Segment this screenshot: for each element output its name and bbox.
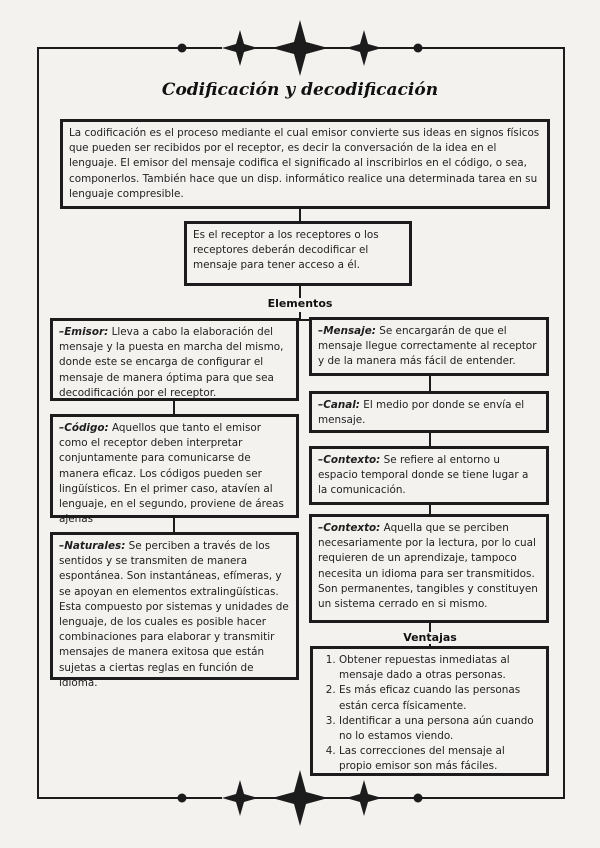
list-item: 3. Identificar a una persona aún cuando no lo estamos viendo.: [339, 714, 540, 744]
contexto-term: –Contexto:: [318, 522, 381, 534]
mensaje-term: –Mensaje:: [318, 325, 376, 337]
emisor-text: Lleva a cabo la elaboración del mensaje y la puesta en marcha del mismo, donde este se encarga de configurar el mensaje de manera óptima para que sea decodificación por el receptor.: [59, 326, 284, 399]
frame-dot-icon: [178, 794, 187, 803]
intro-text: La codificación es el proceso mediante el cual emisor convierte sus ideas en signos físicos que pueden ser recibidos por el receptor, es decir la conversación de la idea en el lenguaje. El emisor del mensaje codifica el significado al inscribirlos en el código, o sea, componerlos. También hace que un disp. informático realice una determinada tarea en su lenguaje compresible.: [69, 127, 540, 200]
naturales-text: Se perciben a través de los sentidos y se transmiten de manera espontánea. Son instantáneas, efímeras, y se apoyan en elementos extralingüísticas. Esta compuesto por sistemas y unidades de lenguaje, de los cuales es posible hacer combinaciones para elaborar y transmitir mensajes de manera exitosa que están sujetas a ciertas reglas en función de idioma.: [59, 540, 289, 689]
receptor-box: [184, 221, 412, 286]
list-item: 1. Obtener repuestas inmediatas al mensaje dado a otras personas.: [339, 653, 540, 683]
mensaje-text: Se encargarán de que el mensaje llegue correctamente al receptor y de la manera más fácil de entender.: [318, 325, 537, 368]
frame-dot-icon: [178, 44, 187, 53]
receptor-text: Es el receptor a los receptores o los receptores deberán decodificar el mensaje para tener acceso a él.: [193, 229, 379, 272]
intro-box: [60, 119, 550, 209]
canal-term: –Canal:: [318, 399, 360, 411]
sparkle-star-icon: [222, 780, 258, 816]
frame-dot-icon: [414, 44, 423, 53]
contexto-box-1: [309, 446, 549, 505]
sparkle-star-icon: [346, 30, 382, 66]
emisor-box: [50, 318, 299, 401]
frame-dot-icon: [414, 794, 423, 803]
list-item: 4. Las correcciones del mensaje al propio emisor son más fáciles.: [339, 744, 540, 774]
canal-text: El medio por donde se envía el mensaje.: [318, 399, 525, 427]
codigo-box: [50, 414, 299, 526]
ventajas-box: [310, 646, 549, 776]
elementos-heading: Elementos: [267, 297, 333, 310]
codigo-term: –Código:: [59, 422, 109, 434]
mensaje-box: [309, 317, 549, 376]
naturales-box: [50, 532, 299, 689]
emisor-term: –Emisor:: [59, 326, 109, 338]
contexto-text: Se refiere al entorno u espacio temporal donde se tiene lugar a la comunicación.: [318, 454, 529, 497]
ventajas-list: [317, 653, 540, 775]
contexto-text: Aquella que se perciben necesariamente por la lectura, por lo cual requieren de un aprendizaje, tampoco necesita un idioma para ser transmitidos. Son permanentes, tangibles y constituyen un sistema cerrado en si mismo.: [318, 522, 538, 611]
canal-box: [309, 391, 549, 433]
contexto-term: –Contexto:: [318, 454, 381, 466]
page-title: Codificación y decodificación: [161, 80, 439, 100]
ventajas-heading: Ventajas: [403, 631, 457, 644]
list-item: 2. Es más eficaz cuando las personas están cerca físicamente.: [339, 683, 540, 713]
sparkle-star-icon: [272, 770, 328, 826]
sparkle-star-icon: [222, 30, 258, 66]
contexto-box-2: [309, 514, 549, 623]
codigo-text: Aquellos que tanto el emisor como el receptor deben interpretar conjuntamente para comunicarse de manera eficaz. Los códigos pueden ser lingüísticos. En el primer caso, atavíen al lenguaje, en el segundo, proviene de áreas ajenas: [59, 422, 284, 526]
sparkle-star-icon: [272, 20, 328, 76]
naturales-term: –Naturales:: [59, 540, 126, 552]
sparkle-star-icon: [346, 780, 382, 816]
